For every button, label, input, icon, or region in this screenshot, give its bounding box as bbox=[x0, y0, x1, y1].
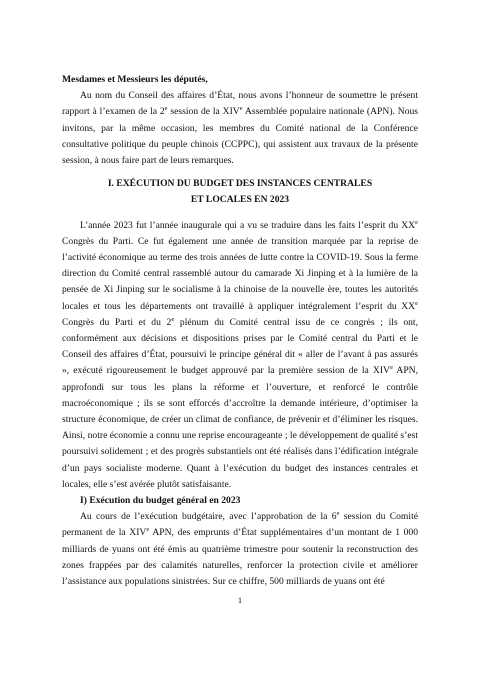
section-title-line-2: ET LOCALES EN 2023 bbox=[190, 194, 290, 206]
intro-paragraph bbox=[62, 88, 418, 169]
superscript: e bbox=[239, 105, 243, 113]
subheading: I) Exécution du budget général en 2023 bbox=[80, 495, 241, 507]
superscript: e bbox=[415, 218, 418, 226]
budget-paragraph bbox=[62, 509, 418, 590]
superscript: e bbox=[171, 315, 175, 323]
intro-text-1: Au nom du Conseil des affaires d’État, nous avons l’honneur de soumettre le présent rapport à l’examen de la 2 bbox=[62, 90, 418, 118]
intro-text-3: Assemblée populaire nationale (APN). Nous invitons, par la même occasion, les membres du Comité national de la Conférence consultative politique du peuple chinois (CCPPC), qui assistent aux travaux de la présente session, à nous faire part de leurs remarques. bbox=[62, 106, 419, 167]
body-text-5: APN, approfondi sur tous les plans la réforme et l’ouverture, et renforcé le contrôle macroéconomique ; ils se sont efforcés d’accroître la demande intérieure, d’optimiser la structure économique, de créer un climat de confiance, de prévenir et d’éliminer les risques. Ainsi, notre économie a connu une reprise encourageante ; le développement de qualité s’est poursuivi solidement ; et des progrès substantiels ont été réalisés dans l’édification intégrale d’un pays socialiste moderne. Quant à l’exécution du budget des instances centrales et locales, elle s’est avérée plutôt satisfaisante. bbox=[62, 365, 418, 490]
budget-text-3: APN, des emprunts d’État supplémentaires d’un montant de 1 000 milliards de yuans ont été émis au quatrième trimestre pour soutenir la reconstruction des zones frappées par des calamités naturelles, renforcer la protection civile et améliorer l’assistance aux populations sinistrées. Sur ce chiffre, 500 milliards de yuans ont été bbox=[62, 527, 418, 588]
body-text-4: plénum du Comité central issu de ce congrès ; ils ont, conformément aux décisions et dispositions prises par le Comité central du Parti et le Conseil des affaires d’État, poursuivi le principe général dit « aller de l’avant à pas assurés », exécuté rigoureusement le budget approuvé par la première session de la XIV bbox=[62, 316, 418, 377]
budget-text-2: session du Comité permanent de la XIV bbox=[62, 511, 418, 539]
superscript: e bbox=[415, 299, 418, 307]
document-page bbox=[62, 72, 418, 590]
body-paragraph bbox=[62, 218, 418, 493]
salutation: Mesdames et Messieurs les députés, bbox=[62, 74, 208, 85]
body-text-1: L’année 2023 fut l’année inaugurale qui a vu se traduire dans les faits l’esprit du XX bbox=[80, 219, 416, 231]
superscript: e bbox=[164, 105, 168, 113]
body-text-2: Congrès du Parti. Ce fut également une année de transition marquée par la reprise de l’activité économique au terme des trois années de lutte contre la COVID-19. Sous la ferme direction du Comité central rassemblé autour du camarade Xi Jinping et à la lumière de la pensée de Xi Jinping sur le socialisme à la chinoise de la nouvelle ère, toutes les autorités locales et tous les départements ont travaillé à appliquer intégralement l’esprit du XX bbox=[62, 235, 418, 312]
intro-text-2: session de la XIV bbox=[167, 106, 240, 118]
section-title-line-1: I. EXÉCUTION DU BUDGET DES INSTANCES CENTRALES bbox=[107, 178, 373, 190]
section-title bbox=[62, 176, 418, 208]
page-number: 1 bbox=[237, 595, 243, 605]
superscript: e bbox=[389, 364, 393, 372]
budget-text-1: Au cours de l’exécution budgétaire, avec l’approbation de la 6 bbox=[80, 511, 337, 523]
body-text-3: Congrès du Parti et du 2 bbox=[62, 316, 172, 328]
superscript: e bbox=[336, 510, 340, 518]
superscript: e bbox=[146, 526, 150, 534]
